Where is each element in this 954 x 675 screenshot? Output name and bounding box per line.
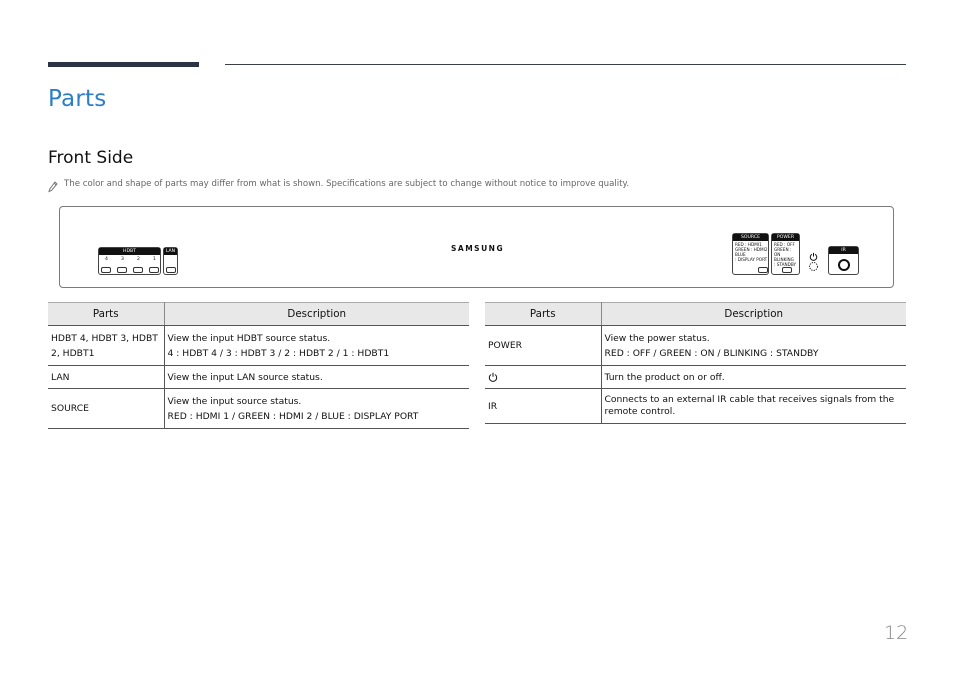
table-row — [48, 366, 469, 389]
hdbt-number: 1 — [153, 257, 156, 262]
part-description — [601, 366, 906, 389]
hdbt-led — [117, 267, 127, 273]
hdbt-label: HDBT — [99, 248, 160, 255]
source-label: SOURCE — [733, 234, 768, 241]
power-legend — [774, 242, 799, 267]
part-name: IR — [485, 389, 601, 424]
table-row — [48, 326, 469, 366]
parts-table-right — [485, 302, 906, 424]
power-label: POWER — [772, 234, 799, 241]
parts-table-left — [48, 302, 469, 429]
source-led — [758, 267, 768, 273]
column-header-parts: Parts — [48, 303, 164, 326]
part-name — [485, 366, 601, 389]
description-line: View the power status. — [604, 332, 710, 344]
table-row — [48, 389, 469, 429]
part-name: POWER — [485, 326, 601, 366]
hdbt-led — [133, 267, 143, 273]
source-legend — [735, 242, 768, 262]
part-description — [164, 366, 469, 389]
hdbt-led — [149, 267, 159, 273]
header-accent-bar — [48, 62, 199, 67]
power-icon[interactable] — [809, 246, 818, 255]
power-indicator-group — [771, 233, 800, 275]
table-row — [485, 366, 906, 389]
hdbt-number: 2 — [137, 257, 140, 262]
hdbt-number: 4 — [105, 257, 108, 262]
description-line: View the input LAN source status. — [167, 371, 323, 383]
pencil-icon — [48, 178, 58, 190]
description-line: View the input source status. — [167, 395, 302, 407]
column-header-parts: Parts — [485, 303, 601, 326]
source-legend-line: : DISPLAY PORT — [735, 257, 768, 262]
description-line: RED : HDMI 1 / GREEN : HDMI 2 / BLUE : DISPLAY PORT — [167, 410, 419, 422]
part-description — [164, 326, 469, 366]
hdbt-number: 3 — [121, 257, 124, 262]
ir-port — [838, 259, 850, 271]
device-front-illustration — [59, 206, 894, 288]
ir-sensor-group — [828, 246, 859, 275]
lan-label: LAN — [165, 249, 176, 254]
ir-label: IR — [829, 247, 858, 254]
column-header-description: Description — [164, 303, 469, 326]
power-legend-line: BLINKING — [774, 257, 794, 262]
description-line: RED : OFF / GREEN : ON / BLINKING : STANDBY — [604, 347, 819, 359]
part-name: LAN — [48, 366, 164, 389]
note — [48, 178, 629, 190]
source-legend-line: RED : HDMI1 — [735, 242, 762, 247]
table-row — [485, 326, 906, 366]
source-indicator-group — [732, 233, 769, 275]
part-description — [601, 326, 906, 366]
hdbt-indicator-group — [98, 247, 161, 275]
source-legend-line: BLUE — [735, 252, 746, 257]
part-description — [601, 389, 906, 424]
lan-indicator-group — [163, 247, 178, 275]
brand-logo: SAMSUNG — [451, 244, 505, 253]
column-header-description: Description — [601, 303, 906, 326]
description-line: Turn the product on or off. — [604, 371, 725, 383]
power-legend-line: GREEN : ON — [774, 247, 792, 257]
section-title: Front Side — [48, 148, 134, 168]
note-text: The color and shape of parts may differ from what is shown. Specifications are subject to change without notice to improve quality. — [64, 179, 630, 189]
page-title: Parts — [48, 86, 107, 112]
source-legend-line: GREEN : HDMI2 — [735, 247, 768, 252]
hdbt-led — [101, 267, 111, 273]
header-rule — [225, 64, 906, 65]
description-line: View the input HDBT source status. — [167, 332, 331, 344]
power-legend-line: RED : OFF — [774, 242, 795, 247]
sensor-icon — [808, 257, 819, 268]
power-led — [782, 267, 792, 273]
power-icon — [488, 372, 498, 382]
part-name: HDBT 4, HDBT 3, HDBT 2, HDBT1 — [48, 326, 164, 366]
part-description — [164, 389, 469, 429]
table-row — [485, 389, 906, 424]
page-number: 12 — [884, 622, 909, 644]
description-line: 4 : HDBT 4 / 3 : HDBT 3 / 2 : HDBT 2 / 1 : HDBT1 — [167, 347, 390, 359]
part-name: SOURCE — [48, 389, 164, 429]
description-line: Connects to an external IR cable that receives signals from the remote control. — [604, 394, 895, 417]
power-legend-line: : STANDBY — [774, 262, 797, 267]
lan-led — [166, 267, 176, 273]
